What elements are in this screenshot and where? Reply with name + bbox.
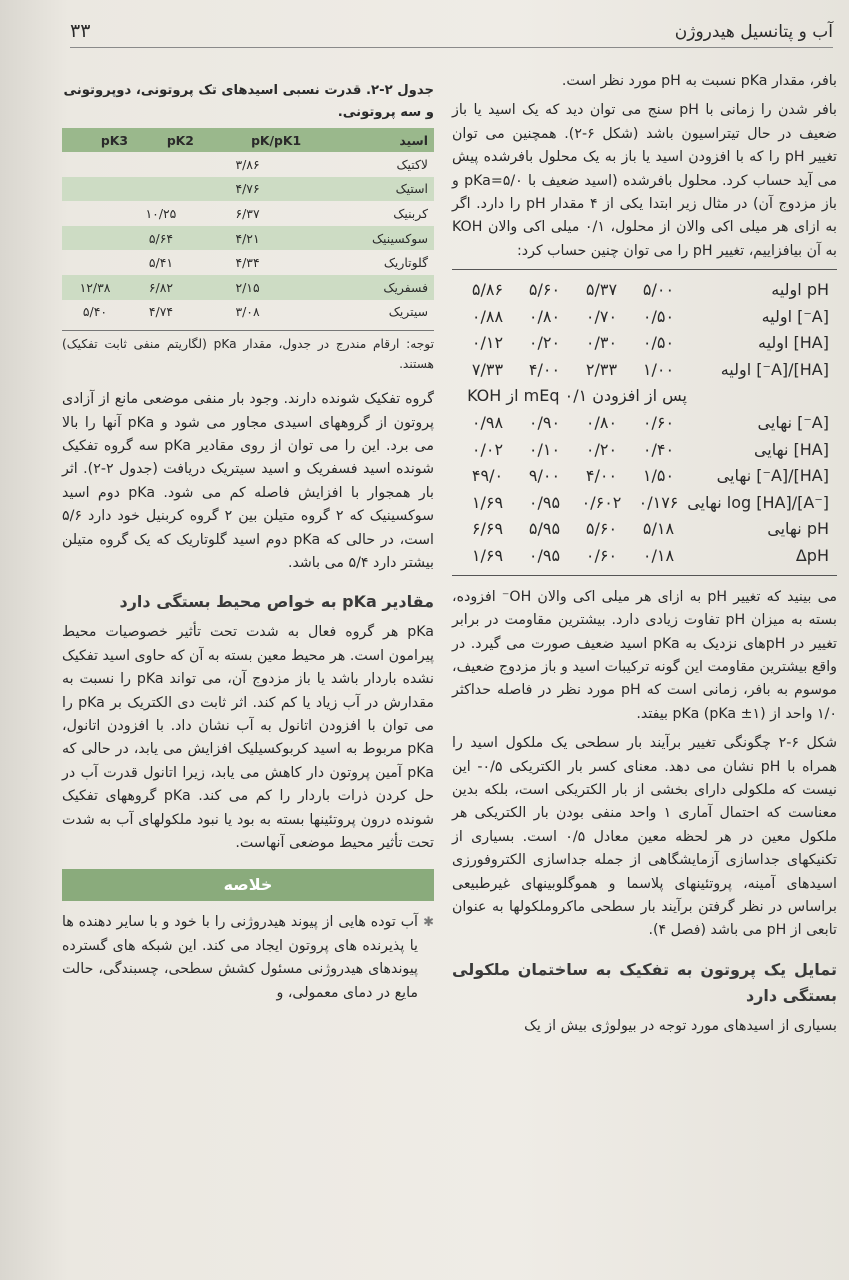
row-label: pH اولیه <box>771 280 829 300</box>
cell: ۳/۰۸ <box>235 304 260 320</box>
cell: ۰/۶۰ <box>642 413 675 433</box>
table-row <box>452 436 837 463</box>
row-label: [A⁻] نهایی <box>757 413 829 433</box>
bullet-text: آب توده هایی از پیوند هیدروژنی را با خود و با سایر دهنده ها یا پذیرنده های پروتون ایجاد می کند. این شبکه های گسترده پیوندهای هیدروژنی مسئول کشش سطحی، چسبندگی، حالت مایع در دمای معمولی، و <box>62 914 418 1001</box>
cell: ۰/۱۰ <box>528 439 561 459</box>
right-column <box>452 70 837 1044</box>
table-row <box>452 489 837 516</box>
page-number: ۳۳ <box>70 20 91 42</box>
running-title: آب و پتانسیل هیدروژن <box>674 22 833 42</box>
cell: ۱/۶۹ <box>471 545 504 565</box>
cell: ۱۰/۲۵ <box>145 205 177 221</box>
cell: ۴/۷۶ <box>194 177 301 202</box>
cell: ۰/۵۰ <box>642 306 675 326</box>
cell: ۱۲/۳۸ <box>62 275 128 300</box>
column-header: pK/pK1 <box>194 128 301 152</box>
table-row <box>62 300 434 325</box>
cell: ۴/۳۴ <box>235 255 260 271</box>
cell: ۰/۶۰۲ <box>581 492 622 512</box>
paragraph: بسیاری از اسیدهای مورد توجه در بیولوژی بیش از یک <box>524 1017 837 1034</box>
buffer-table <box>452 269 837 576</box>
acid-name: سوکسینیک <box>301 226 434 251</box>
cell: ۰/۴۰ <box>642 439 675 459</box>
cell <box>62 177 128 202</box>
table-row <box>452 516 837 543</box>
cell: ۵/۶۰ <box>528 280 561 300</box>
acid-name: سیتریک <box>388 304 428 320</box>
cell <box>128 177 194 202</box>
row-label: [HA]/[A⁻] نهایی <box>716 466 829 486</box>
cell <box>62 201 128 226</box>
acid-name: گلوتاریک <box>383 255 428 271</box>
pk-table <box>62 128 434 324</box>
cell: ۰/۱۷۶ <box>638 492 679 512</box>
cell <box>62 152 128 177</box>
cell: ۰/۸۸ <box>471 306 504 326</box>
cell <box>62 226 128 251</box>
cell: ۰/۲۰ <box>528 333 561 353</box>
cell: ۱/۶۹ <box>471 492 504 512</box>
bullet-star-icon: ✱ <box>423 915 434 931</box>
row-label: ΔpH <box>795 545 829 565</box>
table-caption: جدول ۲-۲. قدرت نسبی اسیدهای تک پروتونی، دوپروتونی و سه پروتونی. <box>63 83 434 120</box>
cell: ۰/۸۰ <box>528 306 561 326</box>
table-note: توجه: ارقام مندرج در جدول، مقدار pKa (لگاریتم منفی ثابت تفکیک) هستند. <box>62 330 434 374</box>
cell: ۲/۳۳ <box>585 359 618 379</box>
cell: ۵/۶۰ <box>585 519 618 539</box>
cell <box>128 152 194 177</box>
cell: ۰/۷۰ <box>585 306 618 326</box>
cell: ۰/۱۸ <box>642 545 675 565</box>
paragraph: گروه تفکیک شونده دارند. وجود بار منفی موضعی مانع از آزادی پروتون از گروههای اسیدی مجاور می شود و pKa آنها را بالا می برد. این را می توان از روی مقادیر pKa سه گروه تفکیک شونده اسید فسفریک و اسید سیتریک دریافت (جدول ۲-۲). اثر بار همجوار با افزایش فاصله کم می شود. pKa دوم اسید سوکسینیک که ۲ گروه متیلن بین ۲ گروه کربنیل خود دارد ۵/۶ است، در حالی که pKa دوم اسید گلوتاریک که یک گروه متیلن بیشتر دارد ۵/۴ می باشد. <box>62 391 435 571</box>
cell: ۵/۱۸ <box>642 519 675 539</box>
section-heading: مقادیر pKa به خواص محیط بستگی دارد <box>119 592 434 612</box>
acid-name: لاکتیک <box>396 156 428 172</box>
paragraph: شکل ۶-۲ چگونگی تغییر برآیند بار سطحی یک ملکول اسید را همراه با pH نشان می دهد. معنای کسر بار الکتریکی ۰/۵- این نیست که ملکولی دارای بخشی از بار الکتریکی است، بلکه بدین معناست که احتمال آماری ۱ واحد منفی بودن بار الکتریکی هر ملکول معین در هر لحظه معین معادل ۰/۵ است. بسیاری از تکنیکهای جداسازی آزمایشگاهی از جمله جداسازی الکتروفورزی اسیدهای آمینه، پروتئینهای پلاسما و هموگلوبینهای غیرطبیعی براساس در نظر گرفتن برآیند بار سطحی ماکروملکولها به عنوان تابعی از pH می باشد (فصل ۴). <box>452 735 838 939</box>
column-header: اسید <box>301 128 434 152</box>
cell: ۰/۲۰ <box>585 439 618 459</box>
table-row <box>452 329 837 356</box>
cell: ۰/۶۰ <box>585 545 618 565</box>
cell: ۴/۷۴ <box>148 304 173 320</box>
row-label: pH نهایی <box>767 519 829 539</box>
page-header <box>70 18 833 48</box>
cell: ۵/۹۵ <box>528 519 561 539</box>
table-row <box>452 542 837 569</box>
cell: ۵/۴۰ <box>82 304 108 320</box>
table-row <box>452 276 837 303</box>
cell: ۰/۳۰ <box>585 333 618 353</box>
column-header: pK2 <box>128 128 194 152</box>
cell: ۲/۱۵ <box>194 275 301 300</box>
acid-name: استیک <box>301 177 434 202</box>
table-row <box>452 462 837 489</box>
table-row <box>452 356 837 383</box>
cell: ۱/۵۰ <box>642 466 675 486</box>
cell: ۴۹/۰ <box>471 466 504 486</box>
cell: ۵/۰۰ <box>642 280 675 300</box>
table-row <box>62 177 434 202</box>
acid-name: کربنیک <box>393 205 428 221</box>
cell: ۳/۸۶ <box>235 156 260 172</box>
table-row <box>62 250 434 275</box>
table-row <box>452 409 837 436</box>
cell: ۰/۹۰ <box>528 413 561 433</box>
paragraph: می بینید که تغییر pH به ازای هر میلی اکی والان OH⁻ افزوده، بسته به میزان pH تفاوت زیادی دارد. بیشترین مقاومت در برابر تغییر در pHهای نزدیک به pKa اسید ضعیف صورت می گیرد. در واقع بیشترین مقاومت این گونه ترکیبات اسید و باز مزدوج ضعیف، موسوم به بافر، زمانی است که pH مورد نظر در فاصله حداکثر ۱/۰ واحد از pKa (pKa ±۱) بیفتد. <box>452 588 837 722</box>
cell: ۵/۶۴ <box>128 226 194 251</box>
cell: ۴/۰۰ <box>585 466 618 486</box>
paragraph: بافر، مقدار pKa نسبت به pH مورد نظر است. <box>561 73 837 89</box>
row-label: [HA] نهایی <box>753 439 829 459</box>
paragraph: pKa هر گروه فعال به شدت تحت تأثیر خصوصیات محیط پیرامون است. هر محیط معین بسته به آن که حاوی اسید تفکیک نشده باردار باشد یا باز مزدوج آن، می تواند pKa را نسبت به مقدارش در آب زیاد یا کم کند. اثر ثابت دی الکتریک بر pKa را می توان با افزودن اتانول به آب نشان داد. با افزودن اتانول، pKa مربوط به اسید کربوکسیلیک افزایش می یابد، در حالی که pKa آمین پروتون دار کاهش می یابد، زیرا اتانول قدرت آب در حل کردن ذرات باردار را کم می کند. pKa گروههای تفکیک شونده درون پروتئینها بسته به بود یا نبود ملکولهای آب به شدت تحت تأثیر محیط موضعی آنهاست. <box>62 624 434 852</box>
cell: ۰/۵۰ <box>642 333 675 353</box>
cell: ۶/۳۷ <box>235 205 260 221</box>
cell: ۷/۳۳ <box>471 359 504 379</box>
cell: ۵/۳۷ <box>585 280 618 300</box>
section-heading: تمایل یک پروتون به تفکیک به ساختمان ملکولی بستگی دارد <box>452 959 837 1005</box>
column-header: pK3 <box>62 128 128 152</box>
summary-bullet <box>62 911 434 1005</box>
table-row <box>452 303 837 330</box>
row-label: log [HA]/[A⁻] نهایی <box>687 492 829 512</box>
cell: ۰/۰۲ <box>471 439 504 459</box>
cell: ۴/۰۰ <box>528 359 561 379</box>
cell: ۶/۸۲ <box>128 275 194 300</box>
row-label: [HA]/[A⁻] اولیه <box>720 359 829 379</box>
table-row <box>62 275 434 300</box>
acid-name: فسفریک <box>301 275 434 300</box>
cell: ۵/۴۱ <box>148 255 173 271</box>
cell <box>62 250 128 275</box>
cell: ۰/۹۵ <box>528 492 561 512</box>
cell: ۰/۸۰ <box>585 413 618 433</box>
cell: ۰/۹۸ <box>471 413 504 433</box>
table-row <box>62 152 434 177</box>
row-label: [HA] اولیه <box>757 333 829 353</box>
left-column <box>62 80 434 1011</box>
table-header-row <box>62 128 434 152</box>
cell: ۵/۸۶ <box>471 280 504 300</box>
paragraph: بافر شدن را زمانی با pH سنج می توان دید که یک اسید یا باز ضعیف در حال تیتراسیون باشد (شکل ۶-۲). همچنین می توان تغییر pH را که با افزودن اسید یا باز به یک محلول بافرشده پیش می آید حساب کرد. محلول بافرشده (اسید ضعیف با pKa=۵/۰ و باز مزدوج آن) در مثال زیر ابتدا یکی از ۴ مقدار pH را دارد. اگر به ازای هر میلی اکی والان از محلول، ۰/۱ میلی اکی والان KOH به آن بیافزاییم، تغییر pH را می توان چنین حساب کرد: <box>452 102 838 259</box>
cell: ۹/۰۰ <box>528 466 561 486</box>
cell: ۰/۱۲ <box>471 333 504 353</box>
table-row <box>62 201 434 226</box>
summary-heading: خلاصه <box>62 869 434 901</box>
cell: ۴/۲۱ <box>194 226 301 251</box>
table-row <box>62 226 434 251</box>
subheading-label: پس از افزودن ۰/۱ mEq از KOH <box>467 386 687 406</box>
cell: ۰/۹۵ <box>528 545 561 565</box>
cell: ۱/۰۰ <box>642 359 675 379</box>
table-subheading <box>452 383 837 410</box>
cell: ۶/۶۹ <box>471 519 504 539</box>
row-label: [A⁻] اولیه <box>761 306 829 326</box>
